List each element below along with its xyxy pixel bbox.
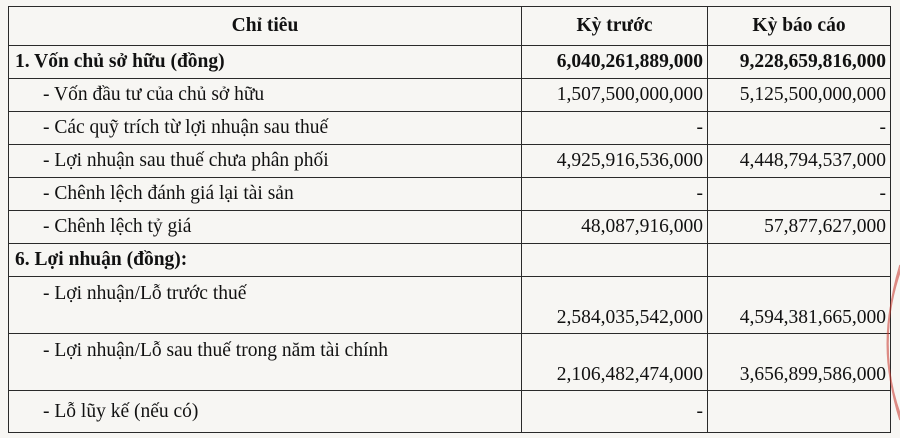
prev-value: -	[522, 391, 708, 433]
table-row	[9, 145, 891, 178]
prev-value: 1,507,500,000,000	[522, 79, 708, 112]
header-reporting-period: Kỳ báo cáo	[708, 7, 891, 46]
prev-value: 2,584,035,542,000	[522, 277, 708, 334]
curr-value: 4,594,381,665,000	[708, 277, 891, 334]
prev-value: 2,106,482,474,000	[522, 334, 708, 391]
prev-value: -	[522, 112, 708, 145]
curr-value: 57,877,627,000	[708, 211, 891, 244]
prev-value	[522, 244, 708, 277]
prev-value: 6,040,261,889,000	[522, 46, 708, 79]
row-label: - Chênh lệch đánh giá lại tài sản	[9, 178, 522, 211]
prev-value: 4,925,916,536,000	[522, 145, 708, 178]
row-label: 6. Lợi nhuận (đồng):	[9, 244, 522, 277]
header-previous-period: Kỳ trước	[522, 7, 708, 46]
curr-value: -	[708, 112, 891, 145]
curr-value: 5,125,500,000,000	[708, 79, 891, 112]
prev-value: 48,087,916,000	[522, 211, 708, 244]
table-row	[9, 79, 891, 112]
row-label: - Các quỹ trích từ lợi nhuận sau thuế	[9, 112, 522, 145]
curr-value: 4,448,794,537,000	[708, 145, 891, 178]
financial-table	[8, 6, 891, 433]
row-label: - Lợi nhuận/Lỗ sau thuế trong năm tài chính	[9, 334, 522, 391]
curr-value	[708, 391, 891, 433]
row-label: - Vốn đầu tư của chủ sở hữu	[9, 79, 522, 112]
row-label: - Chênh lệch tỷ giá	[9, 211, 522, 244]
table-row	[9, 244, 891, 277]
table-row	[9, 178, 891, 211]
row-label: - Lợi nhuận sau thuế chưa phân phối	[9, 145, 522, 178]
curr-value: 3,656,899,586,000	[708, 334, 891, 391]
row-label: - Lỗ lũy kế (nếu có)	[9, 391, 522, 433]
table-row	[9, 46, 891, 79]
curr-value: -	[708, 178, 891, 211]
table-row	[9, 277, 891, 334]
table-row	[9, 334, 891, 391]
curr-value	[708, 244, 891, 277]
curr-value: 9,228,659,816,000	[708, 46, 891, 79]
header-row	[9, 7, 891, 46]
row-label: 1. Vốn chủ sở hữu (đồng)	[9, 46, 522, 79]
table-row	[9, 211, 891, 244]
row-label: - Lợi nhuận/Lỗ trước thuế	[9, 277, 522, 334]
table-row	[9, 112, 891, 145]
table-row	[9, 391, 891, 433]
prev-value: -	[522, 178, 708, 211]
header-indicator: Chỉ tiêu	[9, 7, 522, 46]
